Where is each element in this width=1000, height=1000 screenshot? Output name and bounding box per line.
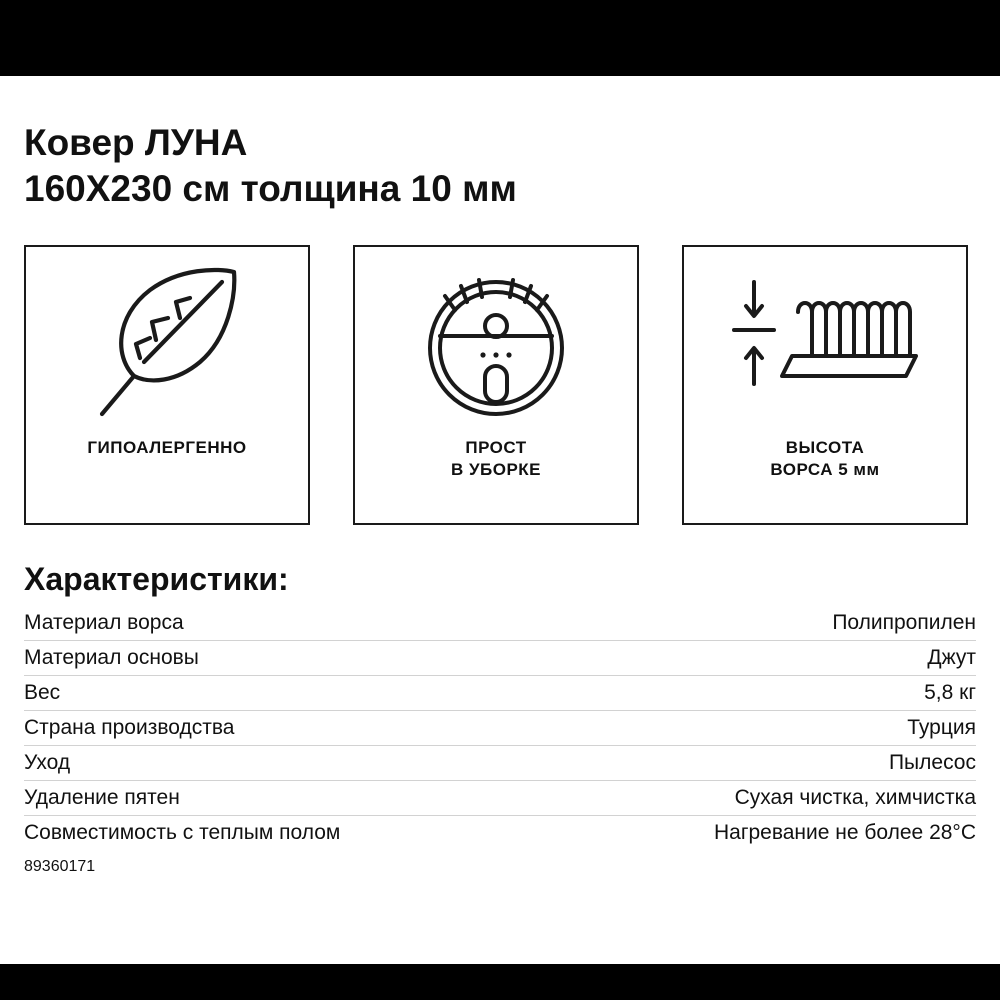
spec-value: Пылесос [888, 750, 976, 774]
spec-name: Материал основы [24, 645, 199, 669]
badge-label-line1: ПРОСТ [465, 437, 527, 457]
badge-hypoallergenic-label [79, 437, 254, 459]
top-black-bar [0, 0, 1000, 76]
spec-value: Турция [907, 715, 976, 739]
spec-value: Нагревание не более 28°C [713, 820, 976, 844]
product-title-line2: 160X230 см толщина 10 мм [24, 168, 517, 210]
spec-name: Уход [24, 750, 71, 774]
spec-name: Страна производства [24, 715, 235, 739]
table-row [24, 606, 976, 641]
spec-name: Материал ворса [24, 610, 184, 634]
pile-height-icon [684, 247, 966, 437]
badge-label-line2: В УБОРКЕ [450, 459, 542, 479]
table-row [24, 711, 976, 746]
article-number: 89360171 [24, 857, 96, 875]
page-title [24, 120, 976, 213]
spec-name: Совместимость с теплым полом [24, 820, 341, 844]
badge-pile-height-label [762, 437, 887, 481]
badge-pile-height [682, 245, 968, 525]
badge-label-line1: ГИПОАЛЕРГЕННО [87, 437, 247, 457]
spec-name: Удаление пятен [24, 785, 180, 809]
specs-heading: Характеристики: [24, 560, 289, 597]
feather-icon [26, 247, 308, 437]
badge-easy-cleaning-label [443, 437, 549, 481]
spec-value: Джут [927, 645, 976, 669]
spec-value: Сухая чистка, химчистка [734, 785, 976, 809]
specs-table [24, 606, 976, 850]
badge-easy-cleaning [353, 245, 639, 525]
bottom-black-bar [0, 964, 1000, 1000]
spec-name: Вес [24, 680, 61, 704]
badge-label-line2: ВОРСА 5 мм [770, 459, 880, 479]
table-row [24, 746, 976, 781]
table-row [24, 816, 976, 850]
table-row [24, 676, 976, 711]
spec-value: Полипропилен [832, 610, 976, 634]
feature-badges [24, 245, 976, 525]
product-title-line1: Ковер ЛУНА [24, 122, 248, 163]
badge-label-line1: ВЫСОТА [785, 437, 865, 457]
table-row [24, 641, 976, 676]
spec-value: 5,8 кг [924, 680, 976, 704]
badge-hypoallergenic [24, 245, 310, 525]
robot-vacuum-icon [355, 247, 637, 437]
table-row [24, 781, 976, 816]
card-content [24, 76, 976, 964]
